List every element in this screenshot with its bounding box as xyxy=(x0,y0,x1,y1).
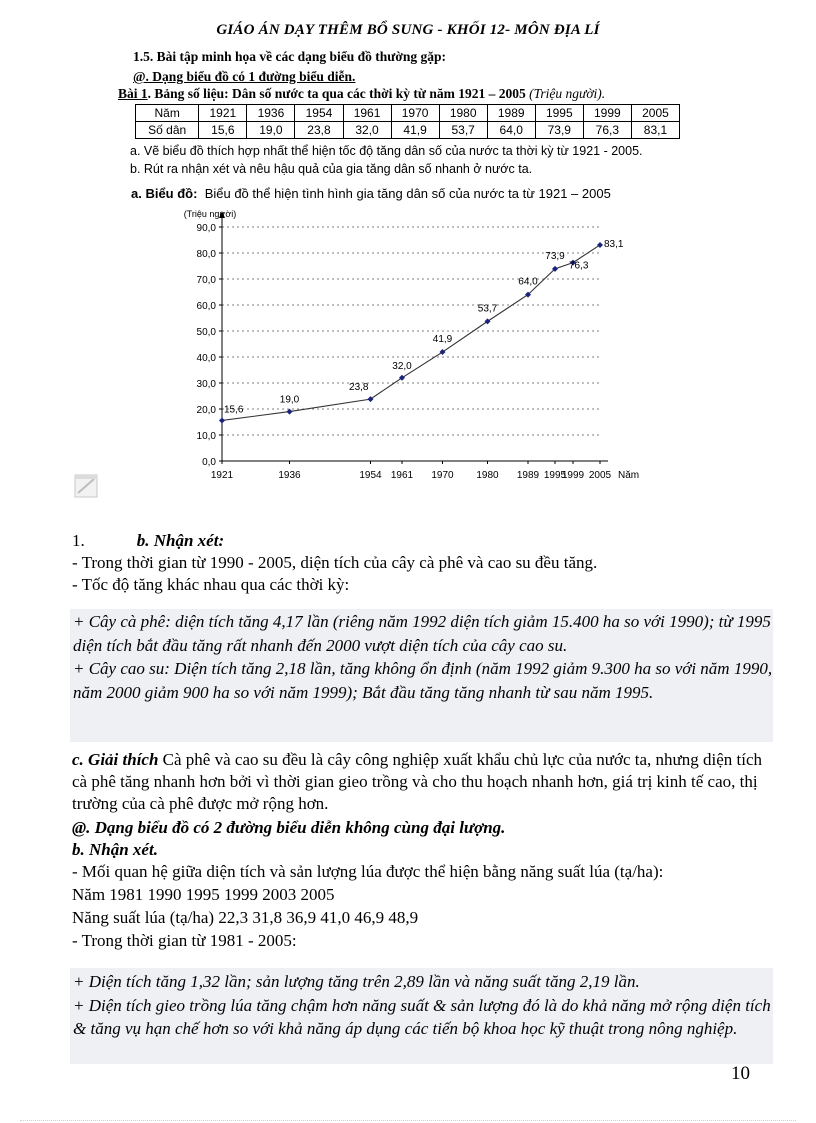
x-tick-label: 1970 xyxy=(431,470,454,481)
exercise-title xyxy=(118,86,605,102)
chart-caption xyxy=(131,186,611,201)
explanation xyxy=(72,749,762,815)
data-label: 53,7 xyxy=(477,303,498,315)
y-tick-label: 30,0 xyxy=(196,379,216,390)
rice-analysis-box xyxy=(70,968,773,1064)
row-label: Năm xyxy=(136,105,199,122)
data-point xyxy=(485,318,491,324)
table-cell: 1980 xyxy=(439,105,487,122)
table-cell: 1995 xyxy=(535,105,583,122)
data-point xyxy=(399,375,405,381)
task-b: b. Rút ra nhận xét và nêu hậu quả của gia tăng dân số nhanh ở nước ta. xyxy=(130,162,533,176)
data-label: 73,9 xyxy=(545,250,565,262)
table-cell: 15,6 xyxy=(199,122,247,139)
exercise-unit: (Triệu người). xyxy=(529,86,606,101)
years-line: Năm 1981 1990 1995 1999 2003 2005 xyxy=(72,885,335,904)
x-tick-label: 1995 xyxy=(543,470,567,481)
table-row xyxy=(136,105,680,122)
section-heading-2: @. Dạng biểu đồ có 2 đường biểu diễn không cùng đại lượng. xyxy=(72,818,506,837)
x-tick-label: 1961 xyxy=(390,470,414,481)
comment-subheading-2: b. Nhận xét. xyxy=(72,840,158,859)
x-tick-label: 1999 xyxy=(561,470,585,481)
comment-line-2: - Tốc độ tăng khác nhau qua các thời kỳ: xyxy=(72,575,350,594)
table-cell: 1999 xyxy=(583,105,631,122)
table-cell: 32,0 xyxy=(343,122,391,139)
table-cell: 41,9 xyxy=(391,122,439,139)
table-cell: 73,9 xyxy=(535,122,583,139)
y-tick-label: 40,0 xyxy=(196,353,216,364)
yield-line: Năng suất lúa (tạ/ha) 22,3 31,8 36,9 41,0 46,9 48,9 xyxy=(72,908,419,927)
table-cell: 1936 xyxy=(247,105,295,122)
table-cell: 64,0 xyxy=(487,122,535,139)
y-axis-label: (Triệu người) xyxy=(183,209,237,219)
row-label: Số dân xyxy=(136,122,199,139)
table-cell: 23,8 xyxy=(295,122,343,139)
data-label: 83,1 xyxy=(604,238,624,250)
x-tick-label: 1936 xyxy=(278,470,301,481)
coffee-rubber-box xyxy=(70,609,773,742)
data-point xyxy=(287,409,293,415)
data-point xyxy=(368,396,374,402)
y-tick-label: 20,0 xyxy=(196,405,216,416)
table-cell: 83,1 xyxy=(631,122,679,139)
table-cell: 2005 xyxy=(631,105,679,122)
data-label: 64,0 xyxy=(518,276,538,288)
section-heading: 1.5. Bài tập minh họa về các dạng biểu đồ thường gặp: xyxy=(133,49,447,64)
rice-growth-note: + Diện tích tăng 1,32 lần; sản lượng tăng trên 2,89 lần và năng suất tăng 2,19 lần. xyxy=(73,972,640,991)
y-tick-label: 60,0 xyxy=(196,301,216,312)
chart-caption-label: a. Biểu đồ: xyxy=(131,186,198,201)
series-line xyxy=(222,245,600,421)
task-a: a. Vẽ biểu đồ thích hợp nhất thể hiện tốc độ tăng dân số của nước ta thời kỳ từ 1921 - 2005. xyxy=(130,144,643,158)
table-cell: 1961 xyxy=(343,105,391,122)
comment-heading xyxy=(72,530,224,552)
comment-number: 1. xyxy=(72,531,85,550)
data-point xyxy=(440,349,446,355)
rice-reason-note: + Diện tích gieo trồng lúa tăng chậm hơn năng suất & sản lượng đó là do khả năng mở rộng diện tích & tăng vụ hạn chế hơn so với khả năng áp dụng các tiến bộ khoa học kỹ thuật trong nông nghiệp. xyxy=(73,995,771,1038)
table-cell: 1989 xyxy=(487,105,535,122)
table-cell: 76,3 xyxy=(583,122,631,139)
explanation-text: Cà phê và cao su đều là cây công nghiệp xuất khẩu chủ lực của nước ta, nhưng diện tích cà phê tăng nhanh hơn bởi vì thời gian gieo trồng và cho thu hoạch nhanh hơn, giá trị kinh tế cao, thị trường của cà phê được mở rộng hơn. xyxy=(72,750,762,813)
exercise-text: . Bảng số liệu: Dân số nước ta qua các thời kỳ từ năm 1921 – 2005 xyxy=(147,86,530,101)
x-tick-label: 1954 xyxy=(359,470,382,481)
table-row xyxy=(136,122,680,139)
data-label: 15,6 xyxy=(224,404,244,416)
x-tick-label: 1980 xyxy=(476,470,499,481)
data-point xyxy=(597,242,603,248)
relation-line: - Mối quan hệ giữa diện tích và sản lượng lúa được thể hiện bằng năng suất lúa (tạ/ha): xyxy=(72,862,664,881)
y-tick-label: 50,0 xyxy=(196,327,216,338)
table-cell: 19,0 xyxy=(247,122,295,139)
population-table xyxy=(135,104,680,139)
population-line-chart xyxy=(160,200,680,490)
data-label: 19,0 xyxy=(279,394,300,406)
table-cell: 1954 xyxy=(295,105,343,122)
data-label: 41,9 xyxy=(432,334,453,346)
rubber-note: + Cây cao su: Diện tích tăng 2,18 lần, tăng không ổn định (năm 1992 giảm 9.300 ha so với năm 1990, năm 2000 giảm 900 ha so với năm 1999); Bắt đầu tăng tăng nhanh từ sau năm 1995. xyxy=(73,659,773,702)
page-number: 10 xyxy=(731,1063,750,1084)
coffee-note: + Cây cà phê: diện tích tăng 4,17 lần (riêng năm 1992 diện tích giảm 15.400 ha so với 1990); từ 1995 diện tích bắt đầu tăng rất nhanh đến 2000 vượt diện tích của cây cao su. xyxy=(73,612,771,655)
y-tick-label: 70,0 xyxy=(196,275,216,286)
page-header: GIÁO ÁN DẠY THÊM BỔ SUNG - KHỐI 12- MÔN ĐỊA LÍ xyxy=(216,22,600,38)
footer-divider xyxy=(20,1120,796,1121)
period-line: - Trong thời gian từ 1981 - 2005: xyxy=(72,931,297,950)
data-label: 23,8 xyxy=(349,382,369,394)
explanation-label: c. Giải thích xyxy=(72,750,159,769)
section-subheading: @. Dạng biểu đồ có 1 đường biểu diễn. xyxy=(133,69,356,84)
data-label: 32,0 xyxy=(392,360,412,372)
chart-caption-text: Biểu đồ thể hiện tình hình gia tăng dân số của nước ta từ 1921 – 2005 xyxy=(204,186,611,201)
y-tick-label: 90,0 xyxy=(196,223,216,234)
x-tick-label: 1989 xyxy=(516,470,540,481)
data-label: 76,3 xyxy=(569,260,589,272)
exercise-label: Bài 1 xyxy=(118,86,148,101)
y-tick-label: 10,0 xyxy=(196,431,216,442)
y-tick-label: 0,0 xyxy=(202,457,216,468)
table-cell: 53,7 xyxy=(439,122,487,139)
table-cell: 1921 xyxy=(199,105,247,122)
y-tick-label: 80,0 xyxy=(196,249,216,260)
comment-title: b. Nhận xét: xyxy=(136,531,225,550)
x-tick-label: 2005 xyxy=(588,470,612,481)
data-point xyxy=(219,417,225,423)
x-tick-label: 1921 xyxy=(210,470,234,481)
table-cell: 1970 xyxy=(391,105,439,122)
image-placeholder-icon xyxy=(72,470,102,500)
comment-line-1: - Trong thời gian từ 1990 - 2005, diện tích của cây cà phê và cao su đều tăng. xyxy=(72,553,598,572)
x-axis-label: Năm xyxy=(618,470,640,481)
